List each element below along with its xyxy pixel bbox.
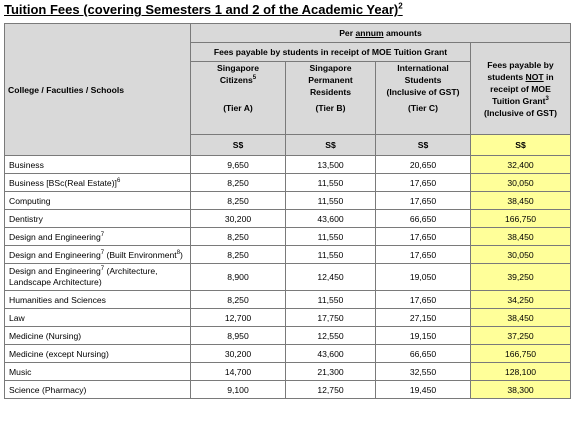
fee-tier-b: 43,600 — [286, 345, 376, 363]
tier-a-line1: Singapore — [216, 63, 260, 73]
fee-tier-c: 66,650 — [376, 210, 471, 228]
college-name: Design and Engineering — [9, 266, 101, 276]
fee-no-grant: 166,750 — [471, 210, 571, 228]
fee-tier-c: 17,650 — [376, 174, 471, 192]
fee-tier-a: 8,250 — [191, 174, 286, 192]
fee-tier-a: 8,250 — [191, 291, 286, 309]
fee-tier-c: 19,050 — [376, 264, 471, 291]
table-row — [5, 381, 571, 399]
currency-tier-c: S$ — [376, 135, 471, 156]
moe-grant-label: Fees payable by students in receipt of MOE Tuition Grant — [213, 47, 448, 57]
fee-no-grant: 38,450 — [471, 309, 571, 327]
college-name-cell — [5, 327, 191, 345]
tier-b-label: (Tier B) — [315, 103, 346, 113]
college-name-cell — [5, 264, 191, 291]
college-name: Computing — [9, 195, 51, 206]
fee-no-grant: 38,450 — [471, 192, 571, 210]
per-annum-header — [191, 24, 571, 43]
college-footnote: 6 — [116, 177, 121, 184]
fee-tier-a: 14,700 — [191, 363, 286, 381]
fee-tier-c: 27,150 — [376, 309, 471, 327]
fee-tier-b: 43,600 — [286, 210, 376, 228]
college-header-label: College / Faculties / Schools — [8, 84, 125, 95]
fee-tier-a: 8,250 — [191, 228, 286, 246]
college-name-cell — [5, 156, 191, 174]
table-row — [5, 327, 571, 345]
college-name-suffix: (Architecture, — [104, 266, 158, 276]
college-name: Humanities and Sciences — [9, 294, 106, 305]
fee-tier-b: 13,500 — [286, 156, 376, 174]
tier-a-footnote: 5 — [252, 75, 257, 82]
college-name-cell — [5, 174, 191, 192]
fee-tier-c: 66,650 — [376, 345, 471, 363]
no-grant-line4: Tuition Grant — [492, 95, 546, 106]
fee-tier-c: 17,650 — [376, 228, 471, 246]
college-footnote: 7 — [100, 231, 105, 238]
college-column-header — [5, 24, 191, 156]
table-row — [5, 228, 571, 246]
no-grant-line2a: students — [487, 71, 526, 82]
currency-no-grant: S$ — [471, 135, 571, 156]
fee-no-grant: 166,750 — [471, 345, 571, 363]
per-prefix: Per — [339, 28, 356, 38]
no-grant-line3: receipt of MOE — [490, 83, 551, 94]
tier-c-label: (Tier C) — [408, 103, 438, 113]
table-row — [5, 309, 571, 327]
college-name-suffix: (Built Environment — [104, 249, 177, 260]
college-name-cell — [5, 309, 191, 327]
fee-tier-a: 8,250 — [191, 192, 286, 210]
fee-no-grant: 37,250 — [471, 327, 571, 345]
college-footnote: 7 — [100, 266, 105, 273]
no-grant-header — [471, 43, 571, 135]
fee-tier-c: 17,650 — [376, 291, 471, 309]
tier-b-line3: Residents — [309, 87, 352, 97]
college-name: Law — [9, 312, 25, 323]
no-grant-footnote: 3 — [545, 95, 549, 102]
fee-tier-a: 8,950 — [191, 327, 286, 345]
table-row — [5, 345, 571, 363]
fee-tier-a: 8,900 — [191, 264, 286, 291]
table-row — [5, 264, 571, 291]
fee-no-grant: 30,050 — [471, 246, 571, 264]
college-name-suffix-2: ) — [180, 249, 183, 260]
fee-tier-b: 11,550 — [286, 291, 376, 309]
fee-tier-c: 19,150 — [376, 327, 471, 345]
no-grant-line1: Fees payable by — [487, 59, 554, 70]
fee-tier-a: 12,700 — [191, 309, 286, 327]
fee-tier-c: 32,550 — [376, 363, 471, 381]
tier-b-header — [286, 62, 376, 135]
fee-tier-b: 12,450 — [286, 264, 376, 291]
fee-tier-c: 19,450 — [376, 381, 471, 399]
fee-tier-a: 8,250 — [191, 246, 286, 264]
no-grant-not: NOT — [525, 71, 544, 82]
per-annum-underlined: annum — [355, 28, 384, 38]
fee-tier-b: 17,750 — [286, 309, 376, 327]
currency-tier-a: S$ — [191, 135, 286, 156]
tier-c-line1: International — [397, 63, 449, 73]
college-name-cell — [5, 291, 191, 309]
page-title — [4, 2, 403, 17]
college-name: Design and Engineering — [9, 249, 101, 260]
table-row — [5, 192, 571, 210]
fee-no-grant: 34,250 — [471, 291, 571, 309]
moe-grant-header — [191, 43, 471, 62]
fee-no-grant: 32,400 — [471, 156, 571, 174]
college-name-cell — [5, 228, 191, 246]
college-name-cell — [5, 210, 191, 228]
fee-tier-b: 21,300 — [286, 363, 376, 381]
title-footnote: 2 — [398, 1, 403, 11]
college-name: Business — [9, 159, 44, 170]
fee-no-grant: 38,450 — [471, 228, 571, 246]
table-row — [5, 363, 571, 381]
tier-b-line1: Singapore — [309, 63, 352, 73]
college-name: Science (Pharmacy) — [9, 384, 87, 395]
fee-no-grant: 30,050 — [471, 174, 571, 192]
tier-a-label: (Tier A) — [223, 103, 253, 113]
tier-b-line2: Permanent — [308, 75, 353, 85]
college-name: Dentistry — [9, 213, 43, 224]
no-grant-line5: (Inclusive of GST) — [483, 107, 558, 118]
fee-tier-b: 11,550 — [286, 192, 376, 210]
fee-tier-b: 12,750 — [286, 381, 376, 399]
table-row — [5, 210, 571, 228]
fee-tier-a: 9,650 — [191, 156, 286, 174]
fee-tier-c: 17,650 — [376, 192, 471, 210]
fee-tier-c: 20,650 — [376, 156, 471, 174]
table-body — [5, 156, 571, 399]
college-name: Business [BSc(Real Estate)] — [9, 177, 117, 188]
table-row — [5, 174, 571, 192]
no-grant-line2c: in — [543, 71, 554, 82]
fee-tier-a: 30,200 — [191, 345, 286, 363]
currency-tier-b: S$ — [286, 135, 376, 156]
fee-tier-b: 11,550 — [286, 174, 376, 192]
table-row — [5, 156, 571, 174]
tier-a-line2: Citizens — [219, 75, 253, 85]
fee-no-grant: 38,300 — [471, 381, 571, 399]
college-name-line2: Landscape Architecture) — [9, 277, 102, 287]
college-name: Music — [9, 366, 32, 377]
fee-no-grant: 39,250 — [471, 264, 571, 291]
college-name-cell — [5, 381, 191, 399]
fee-tier-c: 17,650 — [376, 246, 471, 264]
college-name: Design and Engineering — [9, 231, 101, 242]
fee-tier-b: 11,550 — [286, 228, 376, 246]
fee-tier-a: 9,100 — [191, 381, 286, 399]
fee-tier-b: 12,550 — [286, 327, 376, 345]
tier-c-line3: (Inclusive of GST) — [386, 87, 460, 97]
fee-tier-a: 30,200 — [191, 210, 286, 228]
tuition-fees-table — [4, 23, 571, 399]
college-footnote: 7 — [100, 249, 105, 256]
college-name-cell — [5, 192, 191, 210]
college-name-cell — [5, 345, 191, 363]
college-footnote-2: 8 — [176, 249, 181, 256]
fee-no-grant: 128,100 — [471, 363, 571, 381]
table-header — [5, 24, 571, 156]
title-text: Tuition Fees (covering Semesters 1 and 2 of the Academic Year) — [4, 2, 399, 17]
fee-tier-b: 11,550 — [286, 246, 376, 264]
table-row — [5, 291, 571, 309]
college-name-cell — [5, 363, 191, 381]
college-name-cell — [5, 246, 191, 264]
tier-c-line2: Students — [404, 75, 442, 85]
table-row — [5, 246, 571, 264]
tier-a-header — [191, 62, 286, 135]
per-suffix: amounts — [383, 28, 422, 38]
tier-c-header — [376, 62, 471, 135]
college-name: Medicine (Nursing) — [9, 330, 82, 341]
college-name: Medicine (except Nursing) — [9, 348, 109, 359]
